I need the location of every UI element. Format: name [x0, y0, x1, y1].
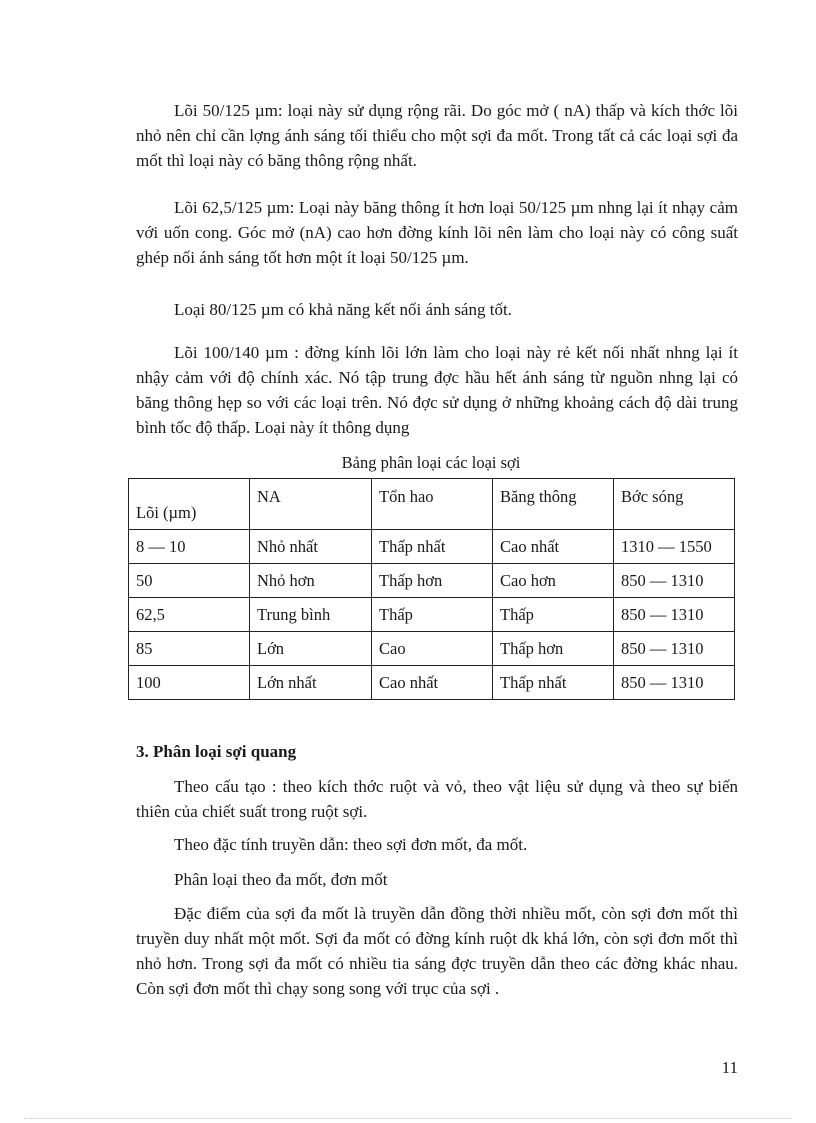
- table-cell: Thấp: [372, 598, 493, 632]
- table-cell: 850 — 1310: [614, 666, 735, 700]
- table-cell: Nhỏ hơn: [250, 564, 372, 598]
- table-cell: Thấp hơn: [493, 632, 614, 666]
- table-caption: Bảng phân loại các loại sợi: [341, 453, 521, 472]
- table-header-row: [129, 479, 735, 530]
- table-cell: Lớn: [250, 632, 372, 666]
- table-cell: 100: [129, 666, 250, 700]
- table-cell: Nhỏ nhất: [250, 530, 372, 564]
- paragraph-core-100-140: Lõi 100/140 µm : đờng kính lõi lớn làm cho loại này rẻ kết nối nhất nhng lại ít nhậy cảm với độ chính xác. Nó tập trung đợc hầu hết ánh sáng từ nguồn nhng lại có băng thông hẹp so với các loại trên. Nó đợc sử dụng ở những khoảng cách độ dài trung bình tốc độ thấp. Loại này ít thông dụng: [136, 343, 738, 437]
- table-cell: Cao nhất: [372, 666, 493, 700]
- paragraph-core-62-5-125: Lõi 62,5/125 µm: Loại này băng thông ít hơn loại 50/125 µm nhng lại ít nhạy cảm với uốn cong. Góc mở (nA) cao hơn đờng kính lõi nên làm cho loại này có công suất ghép nối ánh sáng tốt hơn một ít loại 50/125 µm.: [136, 198, 738, 267]
- page-number: 11: [721, 1058, 738, 1077]
- header-core: Lõi (µm): [129, 479, 250, 530]
- footer-divider: [24, 1118, 792, 1119]
- paragraph-core-50-125: Lõi 50/125 µm: loại này sử dụng rộng rãi. Do góc mở ( nA) thấp và kích thớc lõi nhỏ nên chỉ cần lợng ánh sáng tối thiểu cho một sợi đa mốt. Trong tất cả các loại sợi đa mốt thì loại này có băng thông rộng nhất.: [136, 101, 738, 170]
- table-row: [129, 564, 735, 598]
- table-cell: Lớn nhất: [250, 666, 372, 700]
- header-na: NA: [250, 479, 372, 530]
- paragraph-by-transmission: Theo đặc tính truyền dẫn: theo sợi đơn mốt, đa mốt.: [174, 835, 528, 854]
- table-cell: 1310 — 1550: [614, 530, 735, 564]
- table-cell: 8 — 10: [129, 530, 250, 564]
- table-row: [129, 598, 735, 632]
- paragraph-by-structure: Theo cấu tạo : theo kích thớc ruột và vỏ, theo vật liệu sử dụng và theo sự biến thiên của chiết suất trong ruột sợi.: [136, 777, 738, 821]
- table-cell: Cao nhất: [493, 530, 614, 564]
- table-cell: 850 — 1310: [614, 598, 735, 632]
- table-cell: Trung bình: [250, 598, 372, 632]
- paragraph-type-80-125: Loại 80/125 µm có khả năng kết nối ánh sáng tốt.: [174, 300, 512, 319]
- table-cell: Thấp hơn: [372, 564, 493, 598]
- header-bandwidth: Băng thông: [493, 479, 614, 530]
- paragraph-multimode-singlemode: Phân loại theo đa mốt, đơn mốt: [174, 870, 388, 889]
- section-heading: 3. Phân loại sợi quang: [136, 742, 297, 761]
- table-cell: Thấp nhất: [372, 530, 493, 564]
- table-cell: Thấp: [493, 598, 614, 632]
- table-row: [129, 530, 735, 564]
- table-cell: 850 — 1310: [614, 632, 735, 666]
- table-cell: Cao: [372, 632, 493, 666]
- table-cell: Cao hơn: [493, 564, 614, 598]
- header-loss: Tổn hao: [372, 479, 493, 530]
- header-wavelength: Bớc sóng: [614, 479, 735, 530]
- fiber-classification-table: [128, 478, 735, 700]
- paragraph-multimode-characteristics: Đặc điểm của sợi đa mốt là truyền dẫn đồng thời nhiều mốt, còn sợi đơn mốt thì truyền duy nhất một mốt. Sợi đa mốt có đờng kính ruột dk khá lớn, còn sợi đơn mốt thì nhỏ hơn. Trong sợi đa mốt có nhiều tia sáng đợc truyền dẫn theo các đờng khác nhau. Còn sợi đơn mốt thì chạy song song với trục của sợi .: [136, 904, 738, 998]
- table-cell: 85: [129, 632, 250, 666]
- table-row: [129, 666, 735, 700]
- table-row: [129, 632, 735, 666]
- table-cell: Thấp nhất: [493, 666, 614, 700]
- table-cell: 50: [129, 564, 250, 598]
- table-cell: 850 — 1310: [614, 564, 735, 598]
- table-cell: 62,5: [129, 598, 250, 632]
